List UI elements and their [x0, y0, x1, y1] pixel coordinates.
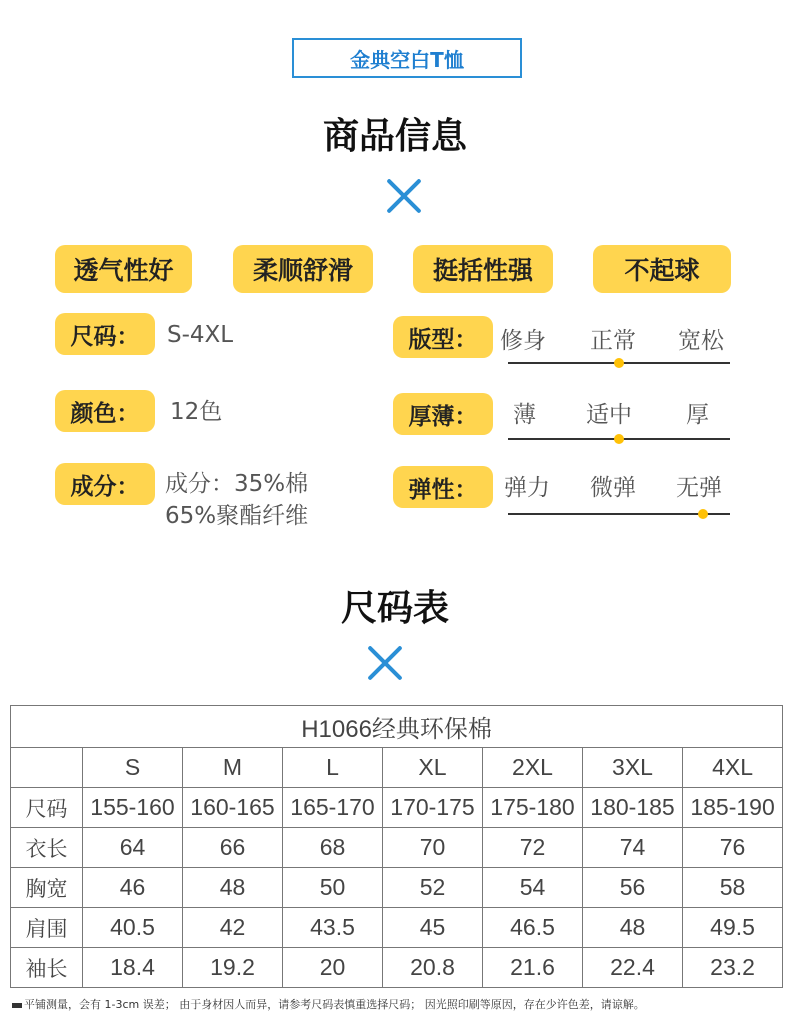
fit-option-1: 修身 — [500, 328, 546, 354]
feature-badge-4: 不起球 — [593, 245, 731, 293]
thickness-label: 厚薄： — [393, 393, 493, 435]
elasticity-scale-marker — [698, 509, 708, 519]
thickness-option-1: 薄 — [513, 402, 536, 428]
size-header: L — [283, 748, 383, 788]
table-cell: 46 — [83, 868, 183, 908]
table-row — [11, 948, 783, 988]
table-cell: 21.6 — [483, 948, 583, 988]
table-cell: 56 — [583, 868, 683, 908]
table-cell: 76 — [683, 828, 783, 868]
table-cell: 68 — [283, 828, 383, 868]
composition-line-1: 成分：35%棉 — [165, 471, 309, 497]
composition-line-2: 65%聚酯纤维 — [165, 503, 309, 529]
table-cell: 43.5 — [283, 908, 383, 948]
size-header: S — [83, 748, 183, 788]
table-cell: 180-185 — [583, 788, 683, 828]
row-label: 胸宽 — [11, 868, 83, 908]
table-cell: 50 — [283, 868, 383, 908]
table-cell: 66 — [183, 828, 283, 868]
table-corner-cell — [11, 748, 83, 788]
product-name-box — [292, 38, 522, 78]
table-title: H1066经典环保棉 — [11, 706, 783, 748]
fit-option-2: 正常 — [590, 328, 636, 354]
table-cell: 20.8 — [383, 948, 483, 988]
table-cell: 18.4 — [83, 948, 183, 988]
table-cell: 155-160 — [83, 788, 183, 828]
thickness-option-3: 厚 — [686, 402, 709, 428]
feature-badge-2: 柔顺舒滑 — [233, 245, 373, 293]
elasticity-option-2: 微弹 — [590, 475, 636, 501]
row-label: 肩围 — [11, 908, 83, 948]
table-cell: 54 — [483, 868, 583, 908]
table-cell: 45 — [383, 908, 483, 948]
table-cell: 185-190 — [683, 788, 783, 828]
table-cell: 22.4 — [583, 948, 683, 988]
size-header: 2XL — [483, 748, 583, 788]
size-chart-title: 尺码表 — [340, 588, 449, 629]
color-label: 颜色： — [55, 390, 155, 432]
table-cell: 170-175 — [383, 788, 483, 828]
table-cell: 19.2 — [183, 948, 283, 988]
fit-scale — [500, 322, 732, 370]
size-value: S-4XL — [167, 322, 234, 348]
elasticity-scale — [500, 469, 732, 521]
product-name: 金典空白T恤 — [350, 47, 464, 72]
size-header: 4XL — [683, 748, 783, 788]
table-cell: 165-170 — [283, 788, 383, 828]
size-table — [10, 705, 783, 988]
size-header: XL — [383, 748, 483, 788]
size-label: 尺码： — [55, 313, 155, 355]
table-row — [11, 908, 783, 948]
thickness-option-2: 适中 — [586, 402, 632, 428]
size-header: M — [183, 748, 283, 788]
thickness-scale — [500, 396, 732, 446]
table-row — [11, 868, 783, 908]
elasticity-option-3: 无弹 — [676, 475, 722, 501]
feature-badge-1: 透气性好 — [55, 245, 192, 293]
composition-label: 成分： — [55, 463, 155, 505]
row-label: 袖长 — [11, 948, 83, 988]
table-cell: 46.5 — [483, 908, 583, 948]
cross-icon — [385, 177, 423, 215]
info-title: 商品信息 — [322, 116, 467, 157]
table-cell: 49.5 — [683, 908, 783, 948]
row-label: 尺码 — [11, 788, 83, 828]
cross-icon — [366, 644, 404, 682]
table-header-row — [11, 748, 783, 788]
color-value: 12色 — [170, 399, 223, 425]
thickness-scale-marker — [614, 434, 624, 444]
row-label: 衣长 — [11, 828, 83, 868]
table-cell: 70 — [383, 828, 483, 868]
table-cell: 160-165 — [183, 788, 283, 828]
table-cell: 74 — [583, 828, 683, 868]
table-row — [11, 788, 783, 828]
table-cell: 23.2 — [683, 948, 783, 988]
table-cell: 48 — [183, 868, 283, 908]
fit-label: 版型： — [393, 316, 493, 358]
table-cell: 52 — [383, 868, 483, 908]
table-cell: 64 — [83, 828, 183, 868]
size-header: 3XL — [583, 748, 683, 788]
elasticity-scale-line — [508, 513, 730, 515]
table-cell: 72 — [483, 828, 583, 868]
measurement-note: 平铺测量，会有 1-3cm 误差； 由于身材因人而异，请参考尺码表慎重选择尺码； 因光照印刷等原因，存在少许色差，请谅解。 — [12, 996, 645, 1012]
table-cell: 40.5 — [83, 908, 183, 948]
fit-option-3: 宽松 — [678, 328, 724, 354]
fit-scale-marker — [614, 358, 624, 368]
table-cell: 48 — [583, 908, 683, 948]
elasticity-option-1: 弹力 — [504, 475, 550, 501]
feature-badge-3: 挺括性强 — [413, 245, 553, 293]
table-row — [11, 828, 783, 868]
table-cell: 42 — [183, 908, 283, 948]
table-cell: 58 — [683, 868, 783, 908]
table-cell: 175-180 — [483, 788, 583, 828]
table-cell: 20 — [283, 948, 383, 988]
elasticity-label: 弹性： — [393, 466, 493, 508]
